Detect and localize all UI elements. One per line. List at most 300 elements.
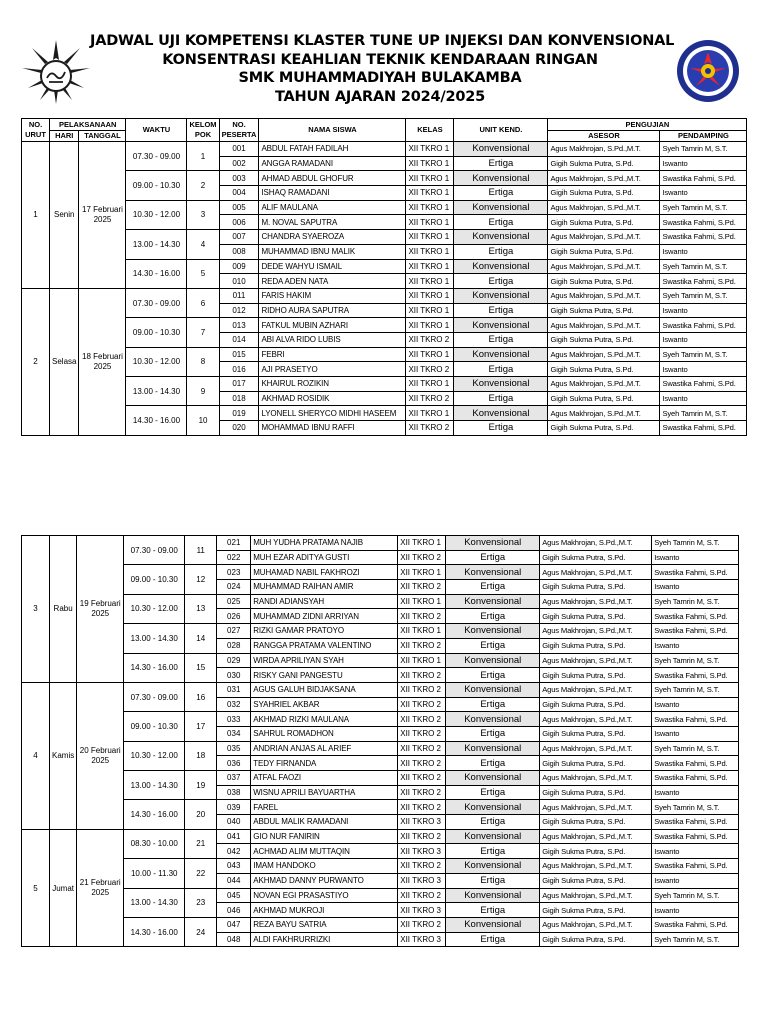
header-pengujian: PENGUJIAN — [548, 119, 747, 131]
header-asesor: ASESOR — [548, 131, 660, 142]
participant-number: 010 — [219, 274, 259, 289]
participant-number: 014 — [219, 332, 259, 347]
assessor-name: Agus Makhrojan, S.Pd.,M.T. — [540, 536, 652, 551]
header-kelompok: KELOM POK — [187, 119, 219, 142]
companion-name: Syeh Tamrin M, S.T. — [660, 288, 747, 303]
header-no-urut: NO. URUT — [22, 119, 50, 142]
participant-number: 008 — [219, 244, 259, 259]
table-row — [22, 624, 739, 639]
vehicle-unit: Konvensional — [454, 347, 548, 362]
companion-name: Iswanto — [660, 391, 747, 406]
student-name: REZA BAYU SATRIA — [251, 917, 398, 932]
companion-name: Swastika Fahmi, S.Pd. — [652, 624, 739, 639]
class-name: XII TKRO 2 — [406, 332, 454, 347]
assessor-name: Gigih Sukma Putra, S.Pd. — [548, 215, 660, 230]
class-name: XII TKRO 2 — [398, 609, 446, 624]
table-row — [22, 377, 747, 392]
vehicle-unit: Ertiga — [454, 332, 548, 347]
class-name: XII TKRO 2 — [398, 888, 446, 903]
assessor-name: Gigih Sukma Putra, S.Pd. — [548, 303, 660, 318]
assessor-name: Agus Makhrojan, S.Pd.,M.T. — [548, 259, 660, 274]
participant-number: 038 — [217, 785, 251, 800]
class-name: XII TKRO 2 — [406, 362, 454, 377]
student-name: M. NOVAL SAPUTRA — [259, 215, 406, 230]
group-number: 20 — [185, 800, 217, 829]
vehicle-unit: Konvensional — [454, 318, 548, 333]
companion-name: Iswanto — [652, 873, 739, 888]
vehicle-unit: Ertiga — [454, 391, 548, 406]
session-time: 13.00 - 14.30 — [126, 377, 187, 406]
student-name: RIDHO AURA SAPUTRA — [259, 303, 406, 318]
group-number: 13 — [185, 594, 217, 623]
vehicle-unit: Konvensional — [446, 859, 540, 874]
student-name: SAHRUL ROMADHON — [251, 726, 398, 741]
companion-name: Iswanto — [652, 550, 739, 565]
group-number: 16 — [185, 682, 217, 711]
vehicle-unit: Ertiga — [446, 697, 540, 712]
companion-name: Swastika Fahmi, S.Pd. — [652, 859, 739, 874]
assessor-name: Gigih Sukma Putra, S.Pd. — [540, 932, 652, 947]
vehicle-unit: Konvensional — [446, 565, 540, 580]
table-row — [22, 142, 747, 157]
group-number: 6 — [187, 288, 219, 317]
group-number: 23 — [185, 888, 217, 917]
group-number: 3 — [187, 200, 219, 229]
vehicle-unit: Konvensional — [446, 917, 540, 932]
student-name: AKHMAD DANNY PURWANTO — [251, 873, 398, 888]
participant-number: 026 — [217, 609, 251, 624]
companion-name: Syeh Tamrin M, S.T. — [652, 682, 739, 697]
group-number: 14 — [185, 624, 217, 653]
schedule-table-part-1 — [21, 118, 747, 436]
schedule-table-part-2 — [21, 535, 739, 947]
group-number: 9 — [187, 377, 219, 406]
student-name: WIRDA APRILIYAN SYAH — [251, 653, 398, 668]
session-time: 10.30 - 12.00 — [124, 741, 185, 770]
session-time: 14.30 - 16.00 — [124, 800, 185, 829]
day-number: 1 — [22, 142, 50, 289]
student-name: AHMAD ABDUL GHOFUR — [259, 171, 406, 186]
group-number: 2 — [187, 171, 219, 200]
class-name: XII TKRO 2 — [398, 682, 446, 697]
class-name: XII TKRO 1 — [398, 565, 446, 580]
session-time: 14.30 - 16.00 — [124, 917, 185, 946]
companion-name: Swastika Fahmi, S.Pd. — [652, 609, 739, 624]
table-row — [22, 536, 739, 551]
class-name: XII TKRO 1 — [406, 377, 454, 392]
assessor-name: Gigih Sukma Putra, S.Pd. — [548, 421, 660, 436]
assessor-name: Gigih Sukma Putra, S.Pd. — [548, 156, 660, 171]
companion-name: Syeh Tamrin M, S.T. — [652, 800, 739, 815]
table-row — [22, 230, 747, 245]
participant-number: 006 — [219, 215, 259, 230]
vehicle-unit: Konvensional — [454, 288, 548, 303]
companion-name: Swastika Fahmi, S.Pd. — [660, 171, 747, 186]
class-name: XII TKRO 2 — [398, 712, 446, 727]
assessor-name: Gigih Sukma Putra, S.Pd. — [548, 186, 660, 201]
student-name: MUH YUDHA PRATAMA NAJIB — [251, 536, 398, 551]
assessor-name: Gigih Sukma Putra, S.Pd. — [540, 873, 652, 888]
school-seal-logo — [670, 38, 746, 104]
participant-number: 004 — [219, 186, 259, 201]
assessor-name: Agus Makhrojan, S.Pd.,M.T. — [540, 888, 652, 903]
session-time: 14.30 - 16.00 — [126, 406, 187, 435]
session-time: 13.00 - 14.30 — [124, 624, 185, 653]
group-number: 8 — [187, 347, 219, 376]
vehicle-unit: Konvensional — [454, 230, 548, 245]
student-name: KHAIRUL ROZIKIN — [259, 377, 406, 392]
assessor-name: Agus Makhrojan, S.Pd.,M.T. — [540, 653, 652, 668]
class-name: XII TKRO 2 — [398, 917, 446, 932]
student-name: RANGGA PRATAMA VALENTINO — [251, 638, 398, 653]
group-number: 17 — [185, 712, 217, 741]
session-time: 07.30 - 09.00 — [126, 288, 187, 317]
session-time: 07.30 - 09.00 — [124, 536, 185, 565]
student-name: CHANDRA SYAEROZA — [259, 230, 406, 245]
student-name: FAREL — [251, 800, 398, 815]
class-name: XII TKRO 1 — [406, 347, 454, 362]
assessor-name: Agus Makhrojan, S.Pd.,M.T. — [540, 594, 652, 609]
assessor-name: Gigih Sukma Putra, S.Pd. — [548, 274, 660, 289]
class-name: XII TKRO 1 — [398, 624, 446, 639]
vehicle-unit: Konvensional — [454, 406, 548, 421]
assessor-name: Agus Makhrojan, S.Pd.,M.T. — [548, 347, 660, 362]
student-name: RIZKI GAMAR PRATOYO — [251, 624, 398, 639]
class-name: XII TKRO 2 — [398, 550, 446, 565]
title-line-1: JADWAL UJI KOMPETENSI KLASTER TUNE UP INJEKSI DAN KONVENSIONAL — [90, 33, 675, 49]
group-number: 11 — [185, 536, 217, 565]
student-name: DEDE WAHYU ISMAIL — [259, 259, 406, 274]
companion-name: Swastika Fahmi, S.Pd. — [652, 815, 739, 830]
class-name: XII TKRO 2 — [398, 638, 446, 653]
student-name: LYONELL SHERYCO MIDHI HASEEM — [259, 406, 406, 421]
session-time: 10.30 - 12.00 — [126, 200, 187, 229]
companion-name: Iswanto — [660, 156, 747, 171]
class-name: XII TKRO 1 — [406, 186, 454, 201]
companion-name: Swastika Fahmi, S.Pd. — [652, 668, 739, 683]
participant-number: 015 — [219, 347, 259, 362]
class-name: XII TKRO 1 — [406, 215, 454, 230]
vehicle-unit: Konvensional — [454, 200, 548, 215]
header-kelas: KELAS — [406, 119, 454, 142]
student-name: NOVAN EGI PRASASTIYO — [251, 888, 398, 903]
companion-name: Syeh Tamrin M, S.T. — [660, 259, 747, 274]
vehicle-unit: Ertiga — [454, 303, 548, 318]
class-name: XII TKRO 1 — [398, 594, 446, 609]
companion-name: Iswanto — [652, 726, 739, 741]
assessor-name: Gigih Sukma Putra, S.Pd. — [540, 697, 652, 712]
participant-number: 040 — [217, 815, 251, 830]
vehicle-unit: Ertiga — [454, 156, 548, 171]
header-waktu: WAKTU — [126, 119, 187, 142]
class-name: XII TKRO 2 — [398, 741, 446, 756]
companion-name: Iswanto — [660, 332, 747, 347]
session-time: 10.30 - 12.00 — [124, 594, 185, 623]
participant-number: 031 — [217, 682, 251, 697]
student-name: AKHMAD RIZKI MAULANA — [251, 712, 398, 727]
table-row — [22, 888, 739, 903]
student-name: ACHMAD ALIM MUTTAQIN — [251, 844, 398, 859]
student-name: REDA ADEN NATA — [259, 274, 406, 289]
day-name: Senin — [50, 142, 79, 289]
participant-number: 037 — [217, 771, 251, 786]
class-name: XII TKRO 1 — [406, 288, 454, 303]
participant-number: 039 — [217, 800, 251, 815]
assessor-name: Gigih Sukma Putra, S.Pd. — [540, 726, 652, 741]
table-row — [22, 712, 739, 727]
assessor-name: Agus Makhrojan, S.Pd.,M.T. — [548, 288, 660, 303]
table-row — [22, 771, 739, 786]
vehicle-unit: Ertiga — [446, 932, 540, 947]
day-date: 17 Februari 2025 — [79, 142, 126, 289]
student-name: AKHMAD ROSIDIK — [259, 391, 406, 406]
class-name: XII TKRO 1 — [406, 230, 454, 245]
session-time: 07.30 - 09.00 — [124, 682, 185, 711]
vehicle-unit: Konvensional — [454, 377, 548, 392]
session-time: 07.30 - 09.00 — [126, 142, 187, 171]
session-time: 09.00 - 10.30 — [124, 712, 185, 741]
document-title — [90, 32, 675, 106]
table-row — [22, 594, 739, 609]
participant-number: 034 — [217, 726, 251, 741]
vehicle-unit: Konvensional — [446, 741, 540, 756]
vehicle-unit: Ertiga — [454, 274, 548, 289]
assessor-name: Agus Makhrojan, S.Pd.,M.T. — [540, 741, 652, 756]
group-number: 12 — [185, 565, 217, 594]
table-row — [22, 800, 739, 815]
vehicle-unit: Ertiga — [446, 785, 540, 800]
vehicle-unit: Ertiga — [454, 186, 548, 201]
vehicle-unit: Ertiga — [454, 244, 548, 259]
companion-name: Iswanto — [652, 844, 739, 859]
participant-number: 043 — [217, 859, 251, 874]
companion-name: Swastika Fahmi, S.Pd. — [652, 565, 739, 580]
assessor-name: Agus Makhrojan, S.Pd.,M.T. — [540, 800, 652, 815]
assessor-name: Agus Makhrojan, S.Pd.,M.T. — [548, 200, 660, 215]
participant-number: 019 — [219, 406, 259, 421]
student-name: ALIF MAULANA — [259, 200, 406, 215]
assessor-name: Gigih Sukma Putra, S.Pd. — [548, 332, 660, 347]
participant-number: 007 — [219, 230, 259, 245]
companion-name: Swastika Fahmi, S.Pd. — [652, 771, 739, 786]
vehicle-unit: Ertiga — [446, 638, 540, 653]
companion-name: Swastika Fahmi, S.Pd. — [660, 421, 747, 436]
class-name: XII TKRO 2 — [406, 421, 454, 436]
assessor-name: Gigih Sukma Putra, S.Pd. — [540, 550, 652, 565]
table-row — [22, 741, 739, 756]
group-number: 18 — [185, 741, 217, 770]
assessor-name: Gigih Sukma Putra, S.Pd. — [548, 362, 660, 377]
student-name: ABDUL FATAH FADILAH — [259, 142, 406, 157]
companion-name: Swastika Fahmi, S.Pd. — [652, 917, 739, 932]
assessor-name: Gigih Sukma Putra, S.Pd. — [548, 244, 660, 259]
student-name: ANGGA RAMADANI — [259, 156, 406, 171]
vehicle-unit: Konvensional — [454, 142, 548, 157]
day-name: Kamis — [50, 682, 77, 829]
student-name: ISHAQ RAMADANI — [259, 186, 406, 201]
header-pelaksanaan: PELAKSANAAN — [50, 119, 126, 131]
muhammadiyah-logo — [20, 38, 92, 104]
group-number: 7 — [187, 318, 219, 347]
student-name: IMAM HANDOKO — [251, 859, 398, 874]
assessor-name: Gigih Sukma Putra, S.Pd. — [540, 815, 652, 830]
participant-number: 041 — [217, 829, 251, 844]
group-number: 5 — [187, 259, 219, 288]
assessor-name: Gigih Sukma Putra, S.Pd. — [540, 638, 652, 653]
class-name: XII TKRO 1 — [406, 318, 454, 333]
day-date: 21 Februari 2025 — [77, 829, 124, 947]
class-name: XII TKRO 1 — [406, 142, 454, 157]
day-number: 4 — [22, 682, 50, 829]
participant-number: 033 — [217, 712, 251, 727]
vehicle-unit: Ertiga — [446, 668, 540, 683]
vehicle-unit: Konvensional — [446, 594, 540, 609]
participant-number: 020 — [219, 421, 259, 436]
group-number: 10 — [187, 406, 219, 435]
participant-number: 013 — [219, 318, 259, 333]
vehicle-unit: Ertiga — [446, 815, 540, 830]
participant-number: 045 — [217, 888, 251, 903]
companion-name: Syeh Tamrin M, S.T. — [652, 594, 739, 609]
class-name: XII TKRO 1 — [406, 406, 454, 421]
student-name: MUHAMMAD IBNU MALIK — [259, 244, 406, 259]
table-row — [22, 917, 739, 932]
assessor-name: Gigih Sukma Putra, S.Pd. — [540, 609, 652, 624]
vehicle-unit: Ertiga — [446, 873, 540, 888]
vehicle-unit: Konvensional — [446, 536, 540, 551]
companion-name: Syeh Tamrin M, S.T. — [660, 406, 747, 421]
class-name: XII TKRO 1 — [406, 200, 454, 215]
companion-name: Iswanto — [660, 186, 747, 201]
vehicle-unit: Konvensional — [446, 888, 540, 903]
vehicle-unit: Ertiga — [446, 609, 540, 624]
assessor-name: Gigih Sukma Putra, S.Pd. — [540, 785, 652, 800]
participant-number: 011 — [219, 288, 259, 303]
companion-name: Swastika Fahmi, S.Pd. — [660, 230, 747, 245]
day-number: 5 — [22, 829, 50, 947]
assessor-name: Agus Makhrojan, S.Pd.,M.T. — [540, 712, 652, 727]
class-name: XII TKRO 2 — [398, 829, 446, 844]
header-hari: HARI — [50, 131, 79, 142]
assessor-name: Agus Makhrojan, S.Pd.,M.T. — [540, 859, 652, 874]
participant-number: 027 — [217, 624, 251, 639]
student-name: FARIS HAKIM — [259, 288, 406, 303]
class-name: XII TKRO 3 — [398, 873, 446, 888]
companion-name: Swastika Fahmi, S.Pd. — [652, 756, 739, 771]
companion-name: Swastika Fahmi, S.Pd. — [660, 274, 747, 289]
participant-number: 029 — [217, 653, 251, 668]
group-number: 4 — [187, 230, 219, 259]
session-time: 13.00 - 14.30 — [124, 888, 185, 917]
vehicle-unit: Ertiga — [454, 362, 548, 377]
session-time: 09.00 - 10.30 — [126, 171, 187, 200]
table-row — [22, 859, 739, 874]
header-nama-siswa: NAMA SISWA — [259, 119, 406, 142]
assessor-name: Gigih Sukma Putra, S.Pd. — [540, 903, 652, 918]
day-name: Rabu — [50, 536, 77, 683]
student-name: MUH EZAR ADITYA GUSTI — [251, 550, 398, 565]
assessor-name: Agus Makhrojan, S.Pd.,M.T. — [548, 406, 660, 421]
student-name: MUHAMMAD RAIHAN AMIR — [251, 580, 398, 595]
participant-number: 028 — [217, 638, 251, 653]
companion-name: Iswanto — [660, 303, 747, 318]
class-name: XII TKRO 3 — [398, 903, 446, 918]
assessor-name: Agus Makhrojan, S.Pd.,M.T. — [540, 917, 652, 932]
participant-number: 048 — [217, 932, 251, 947]
companion-name: Syeh Tamrin M, S.T. — [652, 932, 739, 947]
title-line-3: SMK MUHAMMADIYAH BULAKAMBA — [238, 70, 522, 86]
student-name: SYAHRIEL AKBAR — [251, 697, 398, 712]
assessor-name: Gigih Sukma Putra, S.Pd. — [540, 580, 652, 595]
class-name: XII TKRO 3 — [398, 844, 446, 859]
assessor-name: Agus Makhrojan, S.Pd.,M.T. — [540, 829, 652, 844]
class-name: XII TKRO 1 — [406, 274, 454, 289]
vehicle-unit: Ertiga — [446, 726, 540, 741]
table-row — [22, 347, 747, 362]
companion-name: Syeh Tamrin M, S.T. — [652, 536, 739, 551]
header-no-peserta: NO. PESERTA — [219, 119, 259, 142]
student-name: ANDRIAN ANJAS AL ARIEF — [251, 741, 398, 756]
vehicle-unit: Ertiga — [454, 215, 548, 230]
session-time: 14.30 - 16.00 — [124, 653, 185, 682]
vehicle-unit: Konvensional — [454, 259, 548, 274]
table-row — [22, 565, 739, 580]
participant-number: 023 — [217, 565, 251, 580]
participant-number: 021 — [217, 536, 251, 551]
vehicle-unit: Ertiga — [446, 903, 540, 918]
participant-number: 035 — [217, 741, 251, 756]
day-date: 19 Februari 2025 — [77, 536, 124, 683]
table-row — [22, 653, 739, 668]
table-row — [22, 288, 747, 303]
class-name: XII TKRO 2 — [398, 668, 446, 683]
student-name: WISNU APRILI BAYUARTHA — [251, 785, 398, 800]
assessor-name: Agus Makhrojan, S.Pd.,M.T. — [540, 624, 652, 639]
student-name: TEDY FIRNANDA — [251, 756, 398, 771]
participant-number: 018 — [219, 391, 259, 406]
student-name: AKHMAD MUKROJI — [251, 903, 398, 918]
student-name: RANDI ADIANSYAH — [251, 594, 398, 609]
vehicle-unit: Ertiga — [446, 844, 540, 859]
class-name: XII TKRO 1 — [406, 156, 454, 171]
class-name: XII TKRO 2 — [398, 800, 446, 815]
vehicle-unit: Konvensional — [446, 624, 540, 639]
companion-name: Syeh Tamrin M, S.T. — [660, 142, 747, 157]
participant-number: 032 — [217, 697, 251, 712]
participant-number: 025 — [217, 594, 251, 609]
group-number: 1 — [187, 142, 219, 171]
participant-number: 022 — [217, 550, 251, 565]
companion-name: Swastika Fahmi, S.Pd. — [660, 377, 747, 392]
session-time: 09.00 - 10.30 — [126, 318, 187, 347]
vehicle-unit: Ertiga — [446, 756, 540, 771]
session-time: 13.00 - 14.30 — [124, 771, 185, 800]
companion-name: Iswanto — [652, 580, 739, 595]
student-name: ABI ALVA RIDO LUBIS — [259, 332, 406, 347]
title-line-4: TAHUN AJARAN 2024/2025 — [274, 88, 486, 105]
assessor-name: Agus Makhrojan, S.Pd.,M.T. — [548, 142, 660, 157]
vehicle-unit: Konvensional — [446, 653, 540, 668]
student-name: MOHAMMAD IBNU RAFFI — [259, 421, 406, 436]
companion-name: Iswanto — [652, 638, 739, 653]
session-time: 14.30 - 16.00 — [126, 259, 187, 288]
participant-number: 042 — [217, 844, 251, 859]
class-name: XII TKRO 2 — [398, 580, 446, 595]
companion-name: Iswanto — [652, 903, 739, 918]
vehicle-unit: Konvensional — [446, 712, 540, 727]
assessor-name: Agus Makhrojan, S.Pd.,M.T. — [548, 377, 660, 392]
vehicle-unit: Konvensional — [454, 171, 548, 186]
